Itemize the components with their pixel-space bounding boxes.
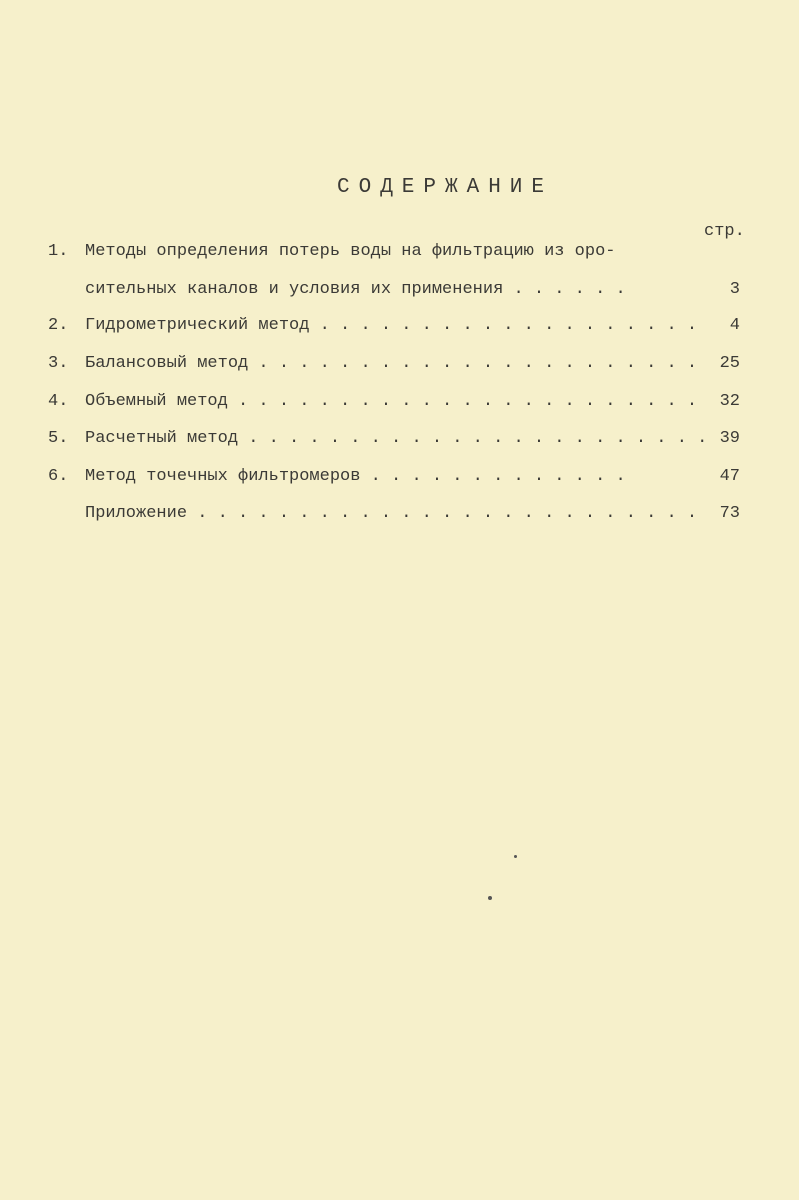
entry-page: 39 [719,429,740,448]
toc-entry-4 [48,392,740,416]
entry-page: 47 [719,467,740,486]
scan-speck [488,896,492,900]
entry-title: Объемный метод . . . . . . . . . . . . . . . . . . . . . . . [85,392,698,411]
entry-number: 3. [48,354,69,373]
entry-title: Расчетный метод . . . . . . . . . . . . . . . . . . . . . . . [85,429,708,448]
entry-page: 25 [719,354,740,373]
entry-title: Балансовый метод . . . . . . . . . . . . . . . . . . . . . . [85,354,698,373]
entry-title: Гидрометрический метод . . . . . . . . . . . . . . . . . . . [85,316,698,335]
entry-page: 3 [729,280,740,299]
toc-entry-5 [48,429,740,453]
entry-page: 4 [729,316,740,335]
toc-entry-appendix [48,504,740,528]
toc-entry-1-cont [48,280,740,304]
page-title: СОДЕРЖАНИЕ [336,176,554,199]
toc-entry-2 [48,316,740,340]
entry-number: 6. [48,467,69,486]
entry-number: 4. [48,392,69,411]
entry-number: 1. [48,242,69,261]
entry-title: сительных каналов и условия их применения . . . . . . [85,280,626,299]
entry-page: 32 [719,392,740,411]
toc-entry-3 [48,354,740,378]
scan-speck [514,855,517,858]
entry-title: Метод точечных фильтромеров . . . . . . . . . . . . . [85,467,626,486]
page-column-label: стр. [704,222,745,241]
entry-number: 5. [48,429,69,448]
entry-title: Приложение . . . . . . . . . . . . . . . . . . . . . . . . . [85,504,698,523]
toc-entry-1 [48,242,740,266]
toc-entry-6 [48,467,740,491]
entry-number: 2. [48,316,69,335]
entry-title: Методы определения потерь воды на фильтрацию из оро- [85,242,616,261]
entry-page: 73 [719,504,740,523]
